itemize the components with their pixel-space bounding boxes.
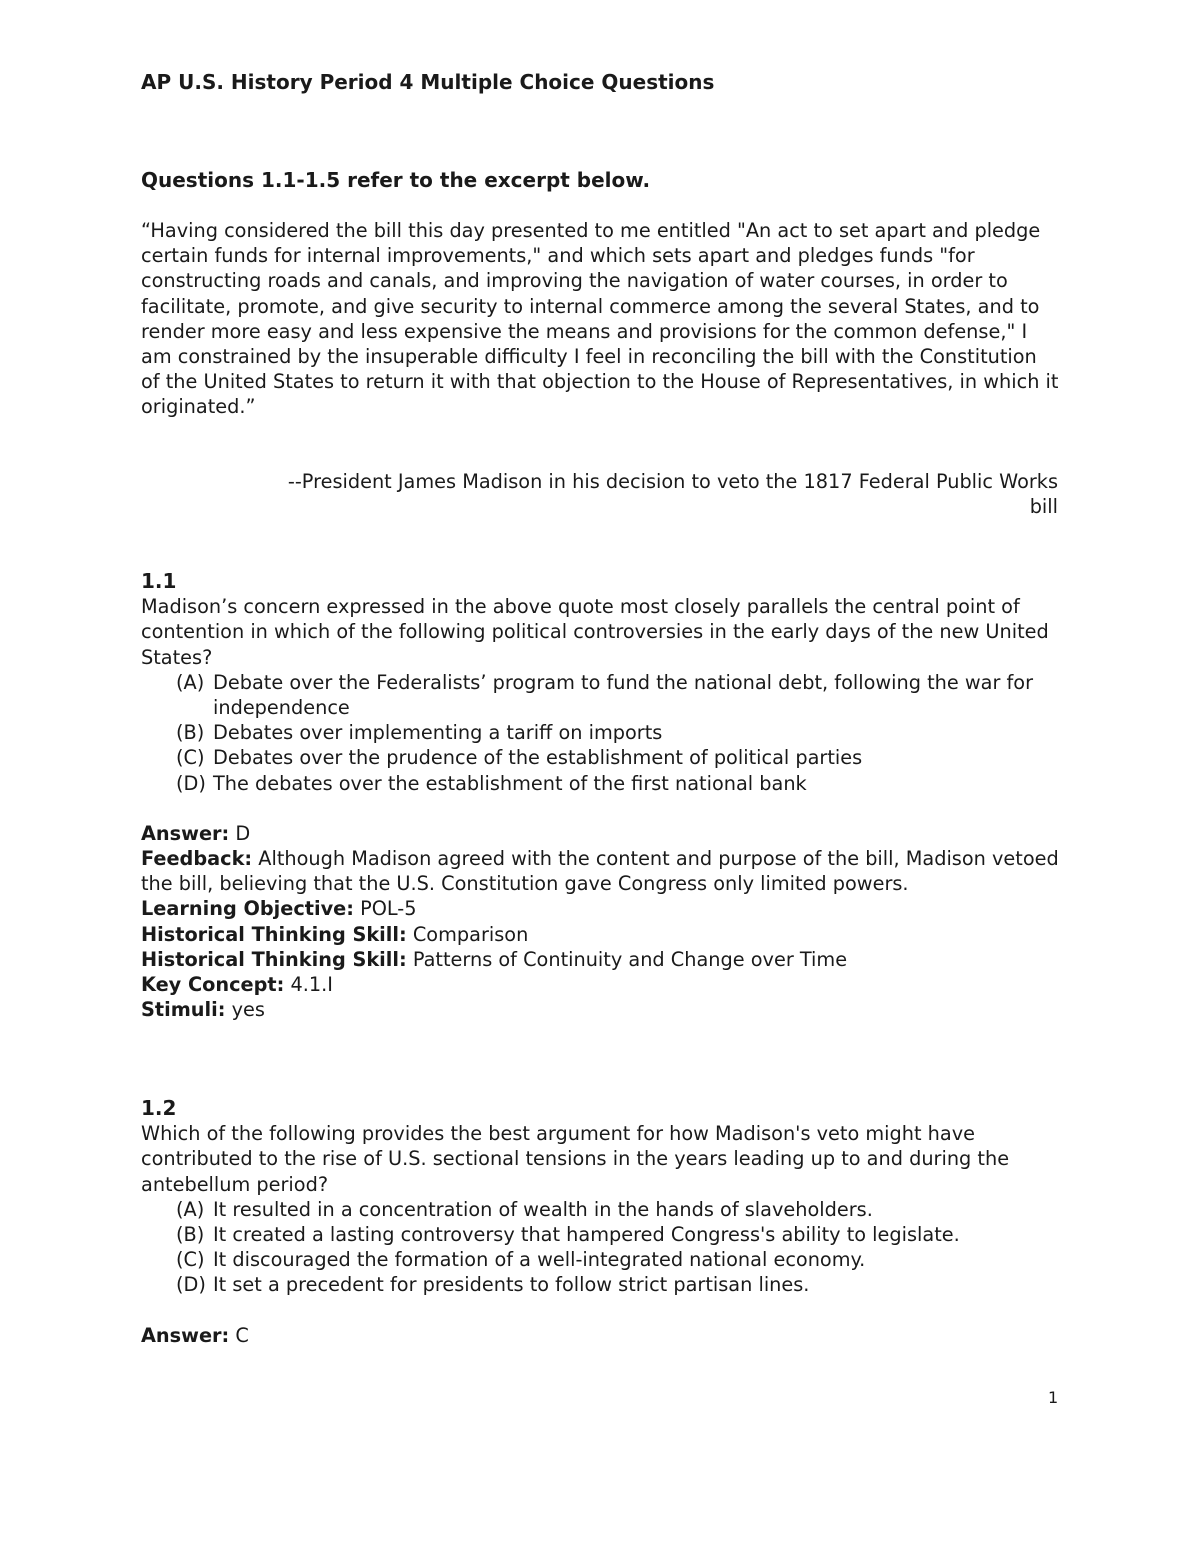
answer-row <box>141 821 1059 846</box>
learning-objective-row <box>141 896 1059 921</box>
question-1-1 <box>141 569 1059 1022</box>
option-a <box>141 670 1059 720</box>
option-letter: (A) <box>176 670 205 694</box>
option-letter: (A) <box>176 1197 205 1221</box>
question-1-2 <box>141 1096 1059 1348</box>
option-letter: (B) <box>176 721 205 745</box>
answer-metadata <box>141 821 1059 1023</box>
option-d <box>141 1272 1059 1297</box>
option-text: It resulted in a concentration of wealth in the hands of slaveholders. <box>213 1197 873 1221</box>
option-b <box>141 720 1059 745</box>
excerpt-intro: Questions 1.1-1.5 refer to the excerpt below. <box>141 168 651 192</box>
option-letter: (D) <box>176 771 206 795</box>
thinking-skill-label: Historical Thinking Skill: <box>141 922 407 946</box>
question-stem: Madison’s concern expressed in the above quote most closely parallels the central point of contention in which of the following political controversies in the early days of the new United States? <box>141 595 1049 669</box>
learning-objective-value: POL-5 <box>360 897 417 921</box>
option-text: Debates over the prudence of the establishment of political parties <box>213 746 863 770</box>
thinking-skill-row <box>141 922 1059 947</box>
option-text: The debates over the establishment of the first national bank <box>213 771 807 795</box>
feedback-value: Although Madison agreed with the content and purpose of the bill, Madison vetoed the bill, believing that the U.S. Constitution gave Congress only limited powers. <box>141 847 1059 896</box>
excerpt-attribution: --President James Madison in his decision to veto the 1817 Federal Public Works bill <box>287 470 1058 519</box>
key-concept-value: 4.1.I <box>290 973 333 997</box>
option-text: Debates over implementing a tariff on imports <box>213 721 663 745</box>
answer-label: Answer: <box>141 821 230 845</box>
answer-label: Answer: <box>141 1323 230 1347</box>
option-c <box>141 1247 1059 1272</box>
option-b <box>141 1222 1059 1247</box>
thinking-skill-value: Patterns of Continuity and Change over Time <box>412 947 848 971</box>
learning-objective-label: Learning Objective: <box>141 897 354 921</box>
key-concept-row <box>141 972 1059 997</box>
stimuli-row <box>141 997 1059 1022</box>
thinking-skill-row <box>141 947 1059 972</box>
option-a <box>141 1197 1059 1222</box>
option-text: It set a precedent for presidents to follow strict partisan lines. <box>213 1273 810 1297</box>
question-number: 1.1 <box>141 569 177 593</box>
option-letter: (D) <box>176 1273 206 1297</box>
option-letter: (B) <box>176 1223 205 1246</box>
answer-options <box>141 1197 1059 1298</box>
feedback-label: Feedback: <box>141 847 253 871</box>
option-text: It discouraged the formation of a well-integrated national economy. <box>213 1248 866 1272</box>
feedback-row <box>141 846 1059 896</box>
stimuli-value: yes <box>231 998 265 1022</box>
thinking-skill-value: Comparison <box>412 922 529 946</box>
document-title: AP U.S. History Period 4 Multiple Choice Questions <box>141 70 715 94</box>
option-c <box>141 745 1059 770</box>
stimuli-label: Stimuli: <box>141 998 226 1022</box>
thinking-skill-label: Historical Thinking Skill: <box>141 947 407 971</box>
question-number: 1.2 <box>141 1096 177 1120</box>
answer-metadata <box>141 1323 1059 1348</box>
answer-value: C <box>235 1323 249 1347</box>
question-stem: Which of the following provides the best argument for how Madison's veto might have contributed to the rise of U.S. sectional tensions in the years leading up to and during the antebellum period? <box>141 1122 1010 1196</box>
page-number: 1 <box>1048 1388 1059 1407</box>
answer-value: D <box>235 821 251 845</box>
option-letter: (C) <box>176 746 205 770</box>
option-d <box>141 771 1059 796</box>
answer-options <box>141 670 1059 796</box>
option-text: Debate over the Federalists’ program to fund the national debt, following the war for independence <box>213 670 1034 719</box>
answer-row <box>141 1323 1059 1348</box>
key-concept-label: Key Concept: <box>141 973 285 997</box>
option-letter: (C) <box>176 1248 205 1272</box>
option-text: It created a lasting controversy that hampered Congress's ability to legislate. <box>213 1223 960 1246</box>
excerpt-quote: “Having considered the bill this day presented to me entitled "An act to set apart and pledge certain funds for internal improvements," and which sets apart and pledges funds "for constructing roads and canals, and improving the navigation of water courses, in order to facilitate, promote, and give security to internal commerce among the several States, and to render more easy and less expensive the means and provisions for the common defense," I am constrained by the insuperable difficulty I feel in reconciling the bill with the Constitution of the United States to return it with that objection to the House of Representatives, in which it originated.” <box>141 219 1059 419</box>
